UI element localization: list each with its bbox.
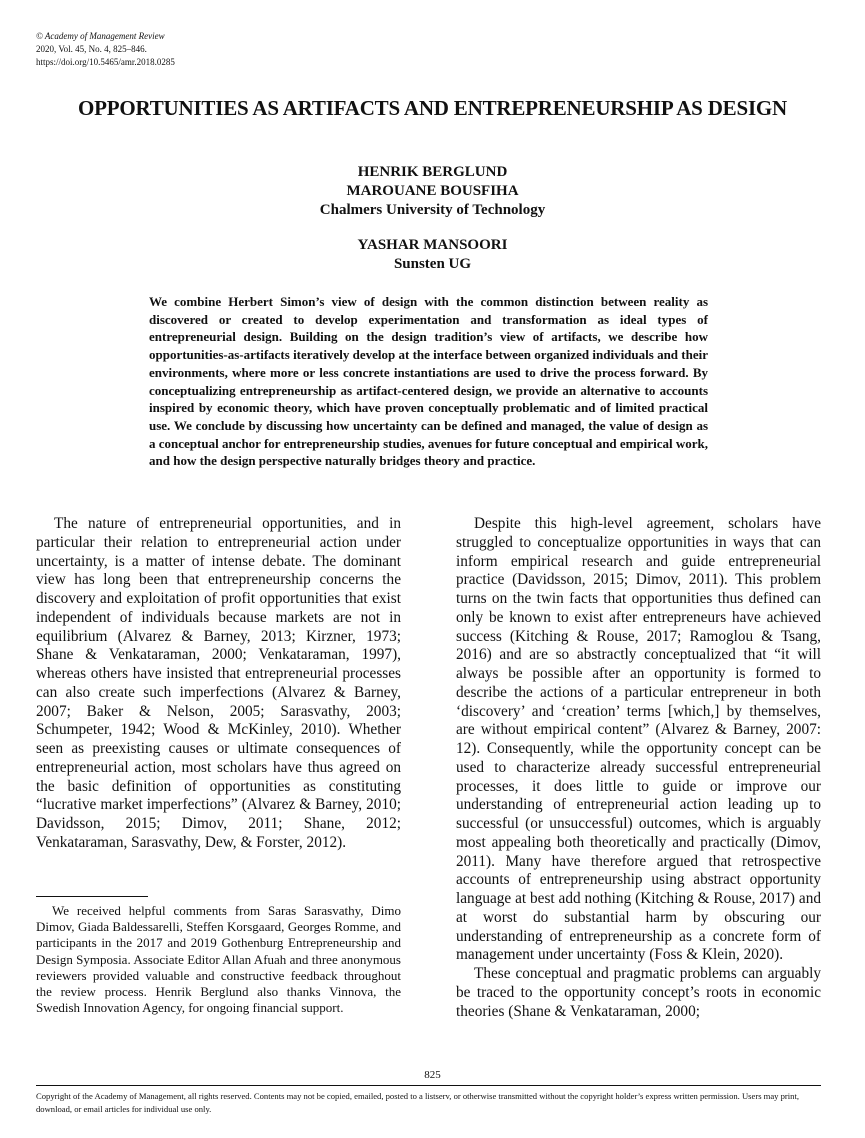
journal-meta <box>36 30 175 69</box>
abstract: We combine Herbert Simon’s view of design with the common distinction between reality as discovered or created to develop experimentation and transformation as ideal types of entrepreneurial design. Building on the design tradition’s view of artifacts, we describe how opportunities-as-artifacts iteratively develop at the interface between organized individuals and their environments, where more or less concrete instantiations are used to drive the process forward. By conceptualizing entrepreneurship as artifact-centered design, we provide an alternative to accounts inspired by economic theory, which have proven conceptually problematic and of limited practical use. We conclude by discussing how uncertainty can be defined and managed, the value of design as a conceptual anchor for entrepreneurship studies, avenues for future conceptual and empirical work, and how the design perspective naturally bridges theory and practice. <box>149 294 708 469</box>
journal-name: © Academy of Management Review <box>36 31 165 41</box>
volume-info: 2020, Vol. 45, No. 4, 825–846. <box>36 44 147 54</box>
body-paragraph: The nature of entrepreneurial opportunities, and in particular their relation to entrepreneurial action under uncertainty, is a matter of intense debate. The dominant view has long been that entrepreneurship concerns the discovery and exploitation of profit opportunities that exist independent of individuals because markets are not in equilibrium (Alvarez & Barney, 2013; Kirzner, 1973; Shane & Venkataraman, 2000; Venkataraman, 1997), whereas others have insisted that entrepreneurial processes can also create such imperfections (Alvarez & Barney, 2007; Baker & Nelson, 2005; Sarasvathy, 2003; Schumpeter, 1942; Wood & McKinley, 2010). Whether seen as preexisting causes or ultimate consequences of entrepreneurial action, most scholars have thus agreed on the basic definition of opportunities as constituting “lucrative market imperfections” (Alvarez & Barney, 2010; Davidsson, 2015; Dimov, 2011; Shane, 2012; Venkataraman, Sarasvathy, Dew, & Forster, 2012). <box>36 515 401 851</box>
body-column-left <box>36 515 401 853</box>
body-paragraph: Despite this high-level agreement, scholars have struggled to conceptualize opportunities in ways that can inform empirical research and guide entrepreneurial practice (Davidsson, 2015; Dimov, 2011). This problem turns on the twin facts that opportunities thus defined can only be known to exist after entrepreneurs have achieved success (Kitching & Rouse, 2017; Ramoglou & Tsang, 2016) and are so abstractly conceptualized that “it will always be possible after an opportunity is formed to describe the actions of a particular entrepreneur in both ‘discovery’ and ‘creation’ terms [which,] by themselves, are without empirical content” (Alvarez & Barney, 2007: 12). Consequently, while the opportunity concept can be used to characterize already successful entrepreneurial processes, it does little to guide or improve our understanding of entrepreneurial action leading up to successful (or unsuccessful) outcomes, which is arguably most appealing both theoretically and practically (Dimov, 2011). Many have therefore argued that retrospective accounts of entrepreneurship using abstract opportunity language at best add nothing (Kitching & Rouse, 2017) and at worst do substantial harm by obscuring our understanding of entrepreneurship as a concrete form of management under uncertainty (Foss & Klein, 2020). <box>456 515 821 964</box>
author-affiliation: Sunsten UG <box>393 256 472 272</box>
author-name: HENRIK BERGLUND <box>357 164 508 180</box>
author-affiliation: Chalmers University of Technology <box>319 202 546 218</box>
article-title: OPPORTUNITIES AS ARTIFACTS AND ENTREPRENEURSHIP AS DESIGN <box>77 96 788 120</box>
body-column-right <box>456 515 821 1021</box>
author-name: YASHAR MANSOORI <box>357 237 508 253</box>
footnote-divider <box>36 896 148 897</box>
acknowledgment-footnote: We received helpful comments from Saras Sarasvathy, Dimo Dimov, Giada Baldessarelli, Steffen Korsgaard, Georges Romme, and participants in the 2017 and 2019 Gothenburg Entrepreneurship and Design Symposia. Associate Editor Allan Afuah and three anonymous reviewers provided valuable and constructive feedback throughout the review process. Henrik Berglund also thanks Vinnova, the Swedish Innovation Agency, for ongoing financial support. <box>36 903 401 1016</box>
page-number: 825 <box>424 1069 441 1081</box>
body-paragraph: These conceptual and pragmatic problems can arguably be traced to the opportunity concept’s roots in economic theories (Shane & Venkataraman, 2000; <box>456 965 821 1020</box>
author-block-2 <box>0 236 865 274</box>
copyright-notice: Copyright of the Academy of Management, all rights reserved. Contents may not be copied, emailed, posted to a listserv, or otherwise transmitted without the copyright holder’s express written permission. Users may print, download, or email articles for individual use only. <box>36 1091 800 1114</box>
doi-link[interactable]: https://doi.org/10.5465/amr.2018.0285 <box>36 57 175 67</box>
author-name: MAROUANE BOUSFIHA <box>346 183 519 199</box>
copyright-divider <box>36 1085 821 1086</box>
author-block-1 <box>0 163 865 220</box>
